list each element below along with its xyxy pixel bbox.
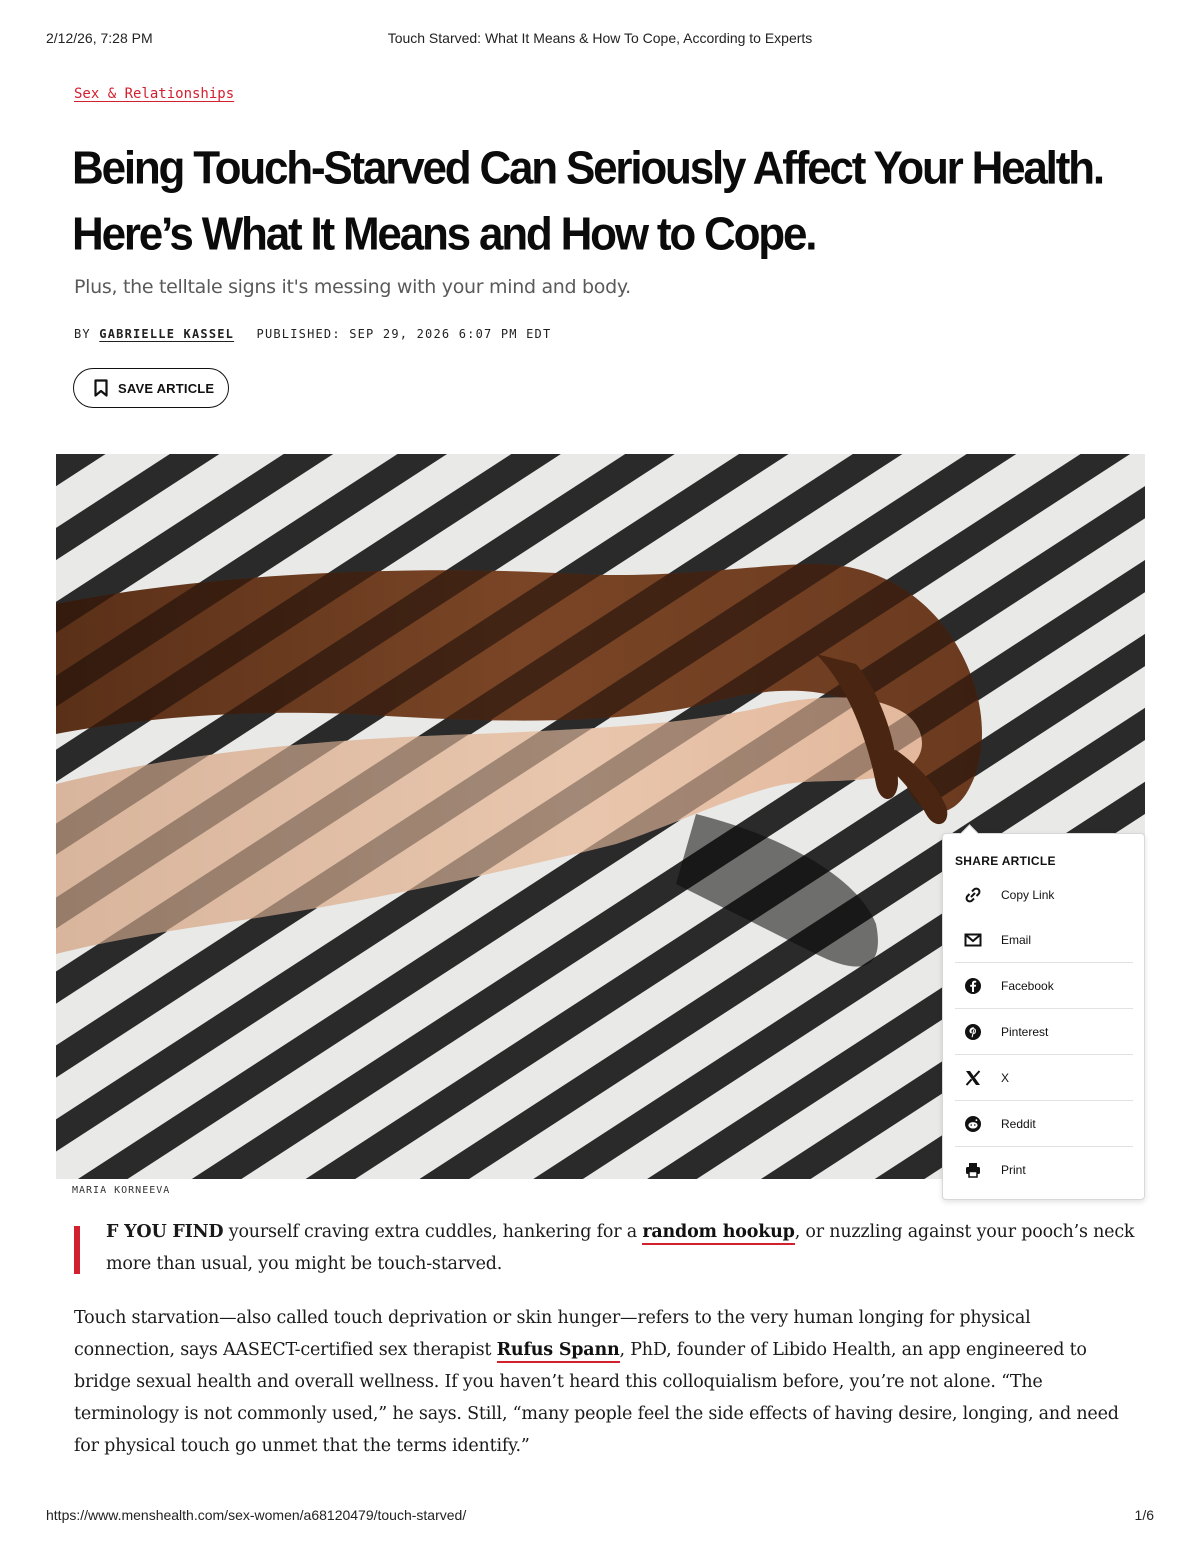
share-email[interactable] — [955, 917, 1133, 963]
p1-text-b: , or nuzzling against your pooch’s neck more than usual, you might be touch-starved. — [106, 1222, 1135, 1274]
print-page-number: 1/6 — [1134, 1507, 1154, 1523]
save-article-label: SAVE ARTICLE — [118, 380, 215, 396]
share-copy-link-label: Copy Link — [1001, 887, 1055, 902]
share-print[interactable] — [955, 1147, 1133, 1192]
share-pinterest-label: Pinterest — [1001, 1024, 1049, 1039]
intro-paragraph — [106, 1216, 1136, 1280]
print-header — [46, 30, 1154, 50]
share-copy-link[interactable] — [955, 872, 1133, 917]
print-date: 2/12/26, 7:28 PM — [46, 30, 153, 46]
share-x[interactable] — [955, 1055, 1133, 1101]
image-credit: MARIA KORNEEVA — [72, 1185, 171, 1196]
category-link[interactable]: Sex & Relationships — [74, 86, 235, 102]
share-panel — [942, 833, 1145, 1200]
link-icon — [963, 885, 983, 905]
article-dek: Plus, the telltale signs it's messing with your mind and body. — [74, 276, 631, 298]
byline — [74, 327, 551, 341]
pinterest-icon — [963, 1022, 983, 1042]
share-title: SHARE ARTICLE — [955, 854, 1056, 868]
p1-text-a: yourself craving extra cuddles, hankering for a — [223, 1222, 643, 1242]
published-date: PUBLISHED: SEP 29, 2026 6:07 PM EDT — [256, 327, 552, 341]
print-title: Touch Starved: What It Means & How To Cope, According to Experts — [387, 30, 813, 46]
save-article-button[interactable] — [73, 368, 229, 408]
facebook-icon — [963, 976, 983, 996]
share-print-label: Print — [1001, 1162, 1026, 1177]
print-footer — [46, 1507, 1154, 1527]
reddit-icon — [963, 1114, 983, 1134]
share-pinterest[interactable] — [955, 1009, 1133, 1055]
body-paragraph-2 — [74, 1302, 1136, 1462]
lead-caps: F YOU FIND — [106, 1222, 224, 1242]
email-icon — [963, 930, 983, 950]
x-icon — [963, 1068, 983, 1088]
byline-prefix: BY — [74, 327, 91, 341]
p2-text-b: , PhD, founder of Libido Health, an app engineered to bridge sexual health and overall wellness. If you haven’t heard this colloquialism before, you’re not alone. “The terminology is not commonly used,” he says. Still, “many people feel the side effects of having desire, longing, and need for physical touch go unmet that the terms identify.” — [74, 1340, 1119, 1456]
share-reddit[interactable] — [955, 1101, 1133, 1147]
rufus-spann-link[interactable]: Rufus Spann — [497, 1340, 620, 1363]
print-url: https://www.menshealth.com/sex-women/a68120479/touch-starved/ — [46, 1507, 467, 1523]
share-email-label: Email — [1001, 932, 1032, 947]
share-facebook-label: Facebook — [1001, 978, 1054, 993]
share-list — [955, 872, 1133, 1192]
share-reddit-label: Reddit — [1001, 1116, 1036, 1131]
drop-cap-i — [74, 1226, 80, 1274]
random-hookup-link[interactable]: random hookup — [642, 1222, 794, 1245]
share-x-label: X — [1001, 1070, 1010, 1085]
bookmark-icon — [94, 379, 108, 397]
print-icon — [963, 1160, 983, 1180]
author-link[interactable]: GABRIELLE KASSEL — [99, 327, 235, 341]
p2-text-a: Touch starvation—also called touch deprivation or skin hunger—refers to the very human longing for physical connection, says AASECT-certified sex therapist — [74, 1308, 1031, 1360]
article-headline: Being Touch-Starved Can Seriously Affect Your Health. Here’s What It Means and How to Cope. — [72, 142, 1103, 261]
share-facebook[interactable] — [955, 963, 1133, 1009]
